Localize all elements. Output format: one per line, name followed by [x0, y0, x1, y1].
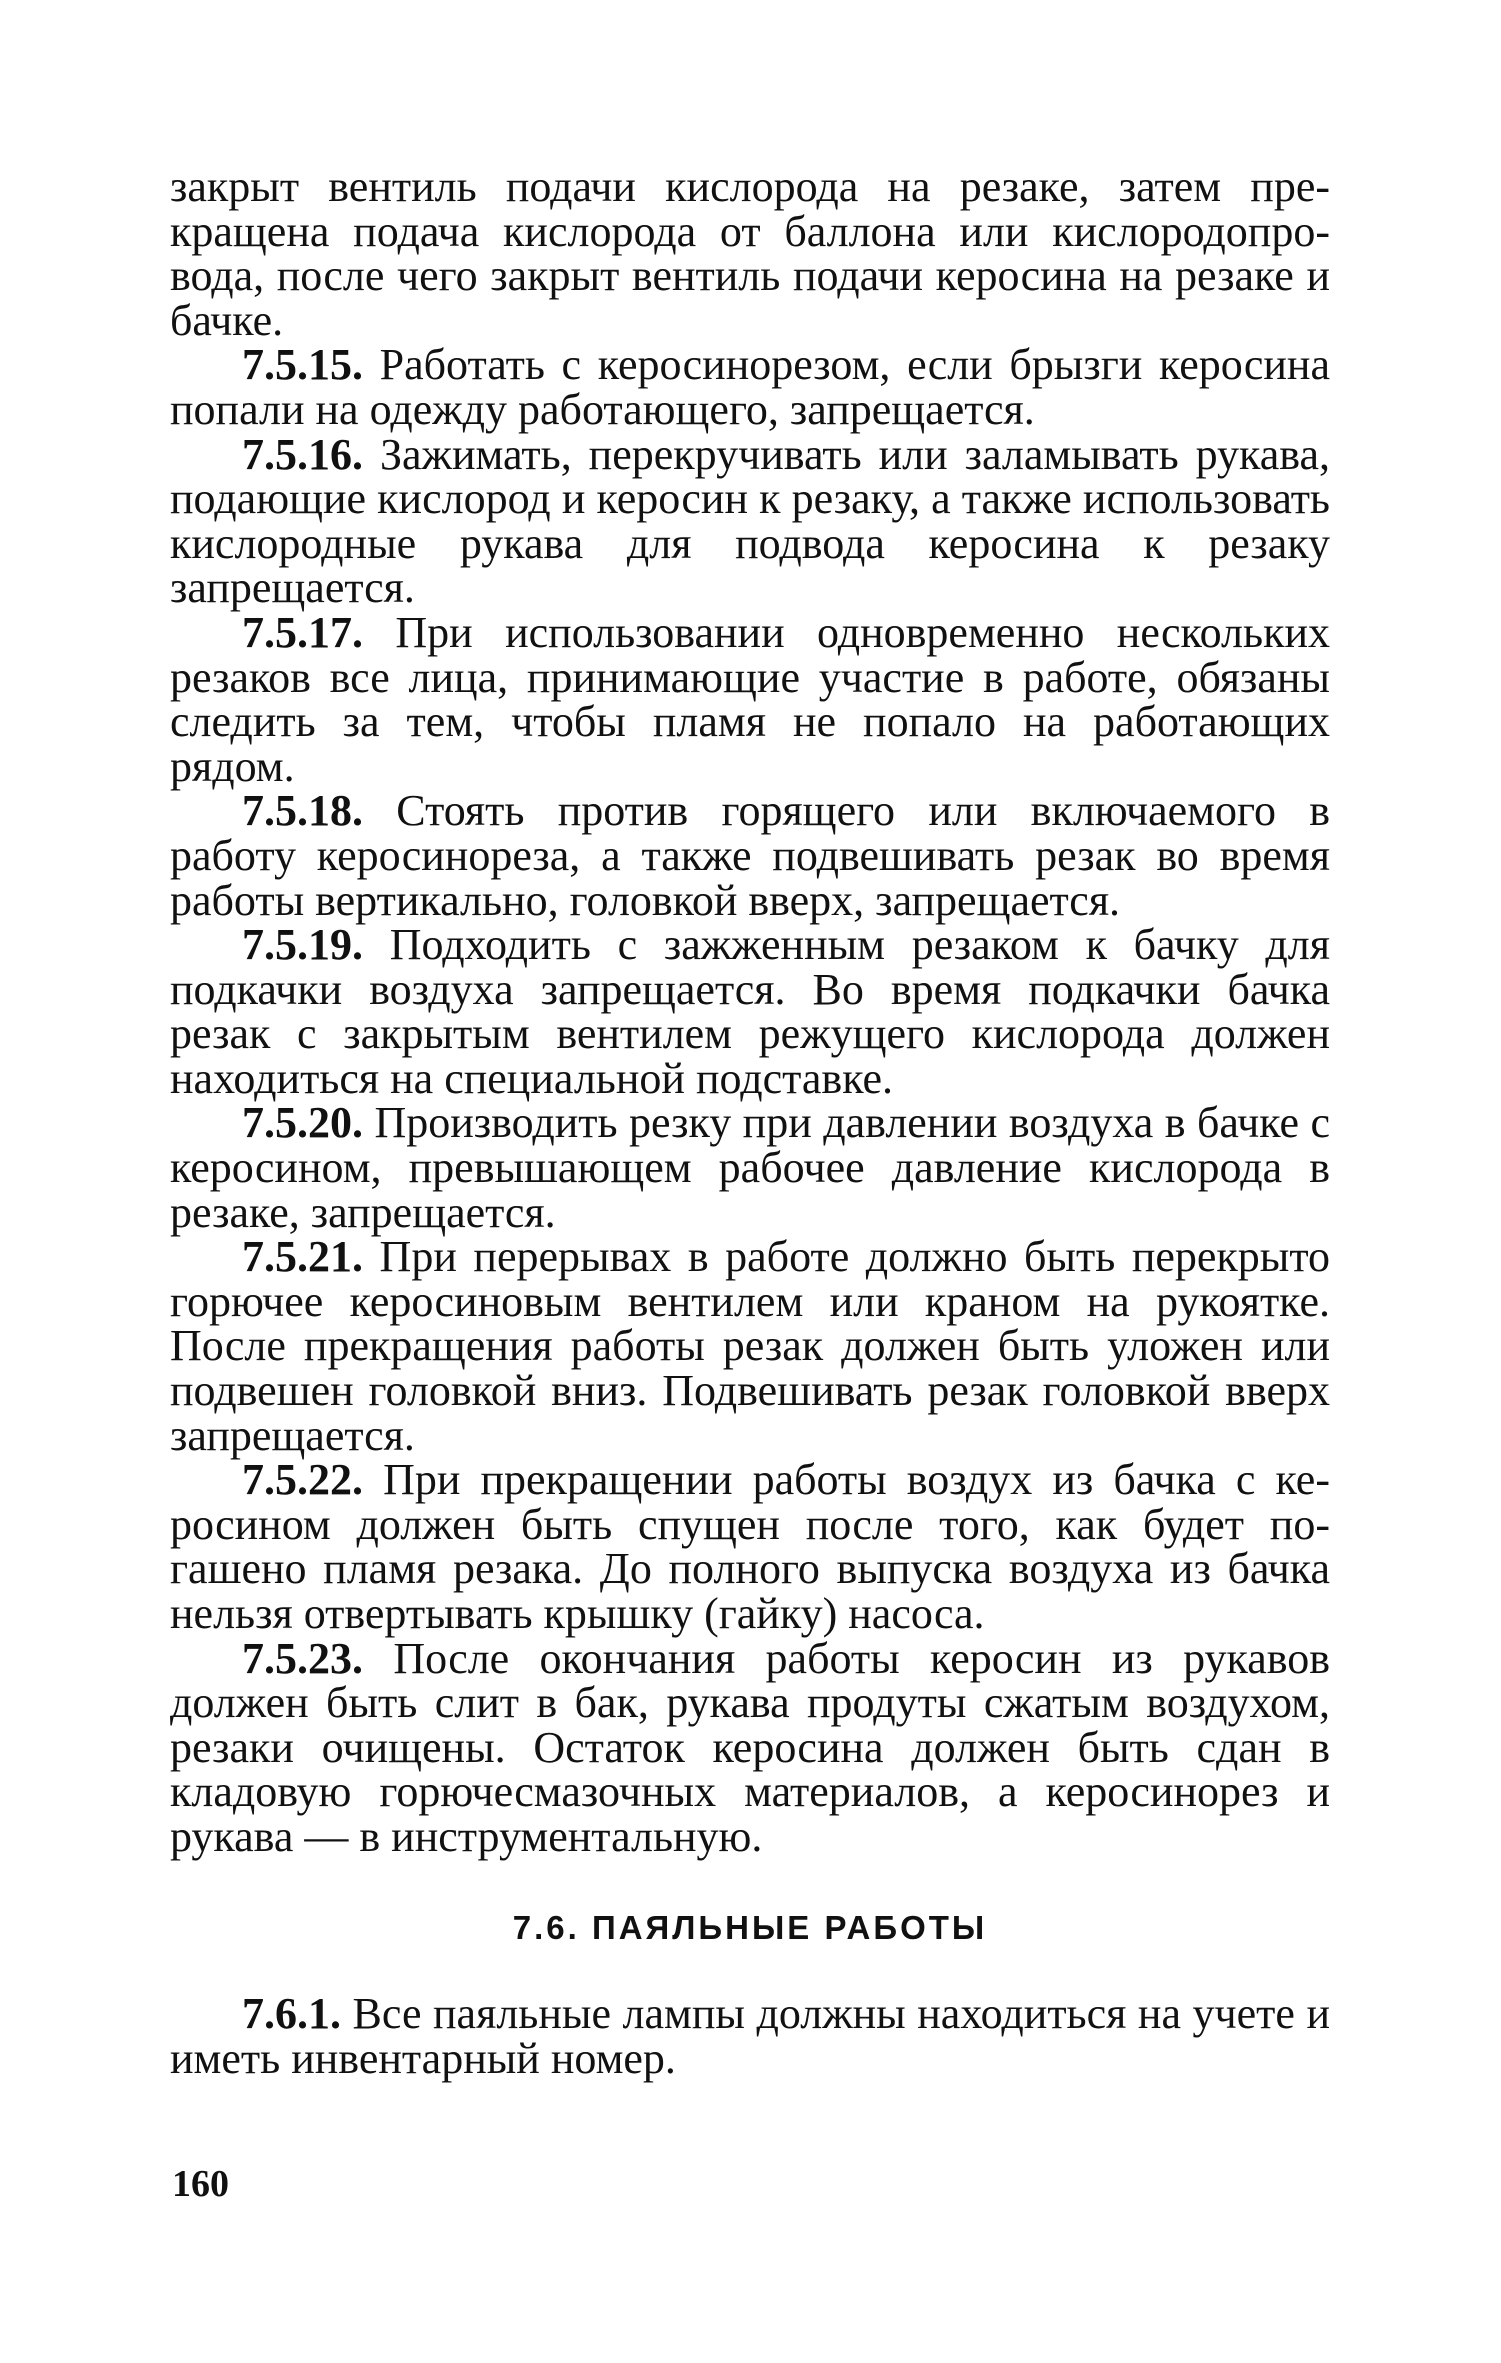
paragraph-7-5-19 — [170, 920, 1330, 1103]
paragraph-text: При прекращении работы воздух из бачка с керосином должен быть спущен после того, как будет погашено пламя резака. До полного выпуска воздуха из бачка нельзя отвертывать крышку (гайку) насоса. — [170, 1455, 1330, 1638]
paragraph-7-5-18 — [170, 786, 1331, 925]
paragraph-number: 7.5.17. — [242, 607, 363, 657]
paragraph-7-6-1 — [170, 1989, 1330, 2083]
paragraph-text: При перерывах в работе должно быть перекрыто горючее керосиновым вентилем или краном на рукоятке. После прекращения работы резак должен быть уложен или подвешен головкой вниз. Подвешивать резак головкой вверх запрещается. — [170, 1232, 1331, 1460]
paragraph-text: Зажимать, перекручивать или заламывать рукава, подающие кислород и керосин к резаку, а также использовать кислородные рукава для подвода керосина к резаку запрещается. — [170, 429, 1331, 613]
continuation-paragraph: закрыт вентиль подачи кислорода на резаке, затем прекращена подача кислорода от баллона или кислородопровода, после чего закрыт вентиль подачи керосина на резаке и бачке. — [170, 162, 1330, 345]
page-number: 160 — [172, 2163, 229, 2205]
paragraph-text: После окончания работы керосин из рукавов должен быть слит в бак, рукава продуты сжатым воздухом, резаки очищены. Остаток керосина должен быть сдан в кладовую горючесмазочных материалов, а керосинорез и рукава — в инструментальную. — [170, 1633, 1331, 1861]
paragraph-number: 7.5.22. — [242, 1455, 363, 1505]
paragraph-number: 7.5.23. — [242, 1633, 363, 1683]
paragraph-7-5-21 — [170, 1232, 1331, 1460]
paragraph-7-5-23 — [170, 1633, 1331, 1861]
paragraph-number: 7.5.18. — [242, 786, 363, 836]
paragraph-number: 7.5.15. — [242, 340, 363, 390]
paragraph-text: Работать с керосинорезом, если брызги керосина попали на одежду работающего, запрещается. — [170, 340, 1330, 434]
paragraph-7-5-22 — [170, 1455, 1330, 1638]
paragraph-number: 7.5.20. — [242, 1098, 363, 1148]
paragraph-text: Все паяльные лампы должны находиться на учете и иметь инвентарный номер. — [170, 1989, 1330, 2083]
paragraph-7-5-16 — [170, 429, 1331, 613]
paragraph-7-5-17 — [170, 607, 1331, 791]
paragraph-number: 7.5.21. — [242, 1232, 363, 1282]
paragraph-text: Подходить с зажженным резаком к бачку для подкачки воздуха запрещается. Во время подкачки бачка резак с закрытым вентилем режущего кислорода должен находиться на специальной подставке. — [170, 920, 1330, 1103]
paragraph-text: Стоять против горящего или включаемого в работу керосинореза, а также подвешивать резак во время работы вертикально, головкой вверх, запрещается. — [170, 786, 1331, 925]
paragraph-text: Производить резку при давлении воздуха в бачке с керосином, превышающем рабочее давление кислорода в резаке, запрещается. — [170, 1098, 1331, 1237]
paragraph-7-5-20 — [170, 1098, 1331, 1237]
paragraph-number: 7.5.19. — [242, 920, 363, 970]
document-page — [170, 162, 1331, 2083]
paragraph-number: 7.5.16. — [242, 429, 363, 479]
section-heading: 7.6. ПАЯЛЬНЫЕ РАБОТЫ — [512, 1908, 988, 1946]
paragraph-text: При использовании одновременно нескольких резаков все лица, принимающие участие в работе, обязаны следить за тем, чтобы пламя не попало на работающих рядом. — [170, 607, 1331, 791]
paragraph-number: 7.6.1. — [242, 1989, 341, 2039]
paragraph-7-5-15 — [170, 340, 1330, 434]
